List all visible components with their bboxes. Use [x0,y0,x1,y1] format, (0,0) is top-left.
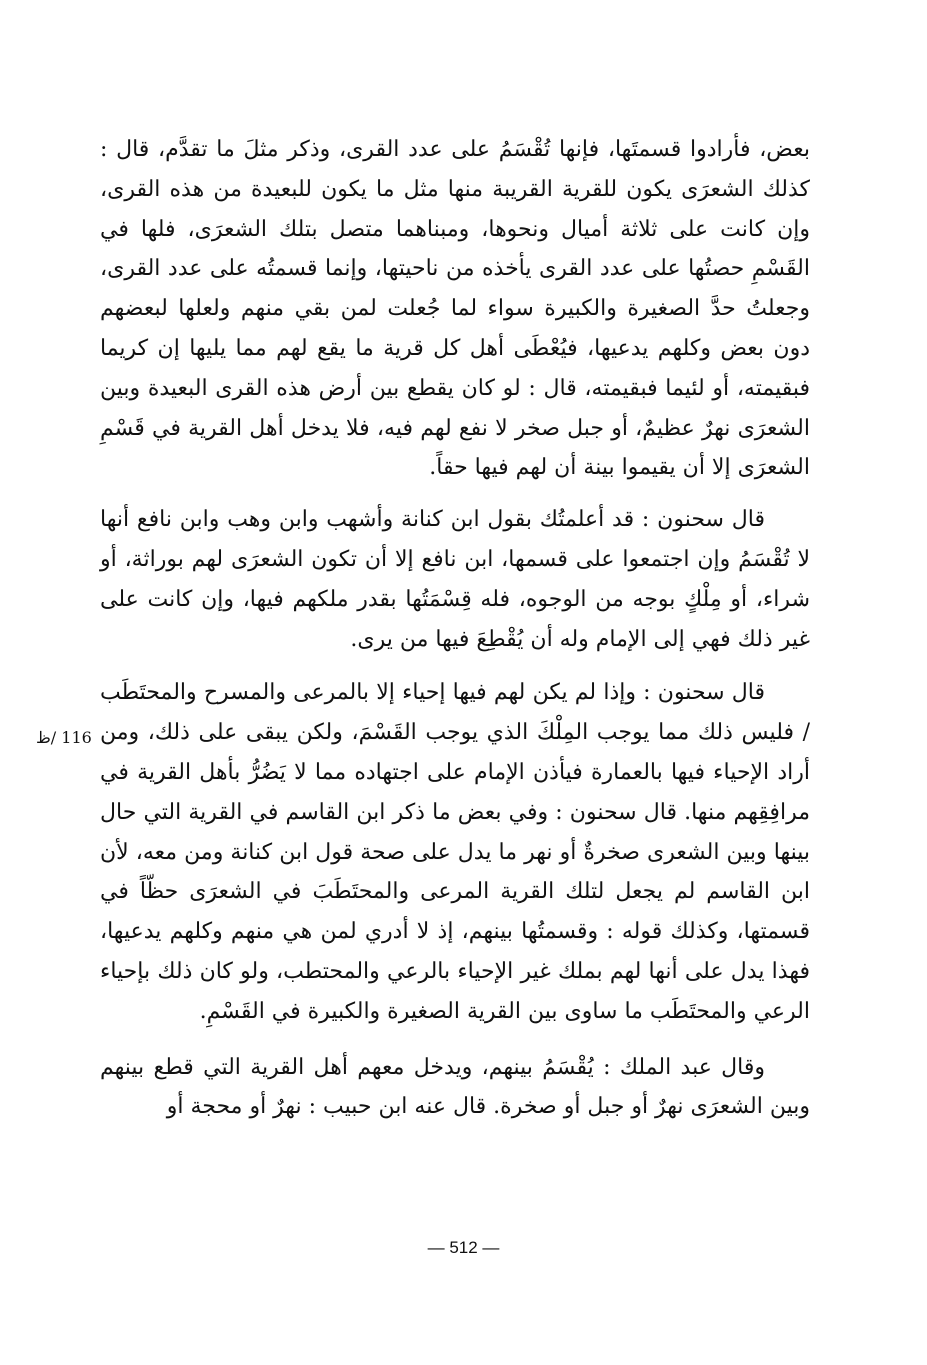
folio-margin-note: 116 /ظ [36,728,92,747]
paragraph-3: قال سحنون : وإذا لم يكن لهم فيها إحياء إلا بالمرعى والمسرح والمحتَطَب / فليس ذلك مما يوجب المِلْكَ الذي يوجب القَسْمَ، ولكن يبقى على ذلك، ومن أراد الإحياء فيها بالعمارة فيأذن الإمام على اجتهاده مما لا يَضُرُّ بأهل القرية في مرافِقِهم منها. قال سحنون : وفي بعض ما ذكر ابن القاسم في القرية التي حال بينها وبين الشعرى صخرةٌ أو نهر ما يدل على صحة قول ابن كنانة ومن معه، لأن ابن القاسم لم يجعل لتلك القرية المرعى والمحتَطَبَ في الشعرَى حظّاً في قسمتها، وكذلك قوله : وقسمتُها بينهم، إذ لا أدري لمن هي منهم وكلهم يدعيها، فهذا يدل على أنها لهم بملك غير الإحياء بالرعي والمحتطب، ولو كان ذلك بإحياء الرعي والمحتَطَب ما ساوى بين القرية الصغيرة والكبيرة في القَسْمِ. [100,680,810,1024]
page-body [100,130,810,1127]
page-number: — 512 — [427,1238,500,1257]
paragraph-4: وقال عبد الملك : يُقْسَمُ بينهم، ويدخل معهم أهل القرية التي قطع بينهم وبين الشعرَى نهرٌ أو جبل أو صخرة. قال عنه ابن حبيب : نهرٌ أو محجة أو [100,1054,810,1120]
paragraph-2: قال سحنون : قد أعلمتُك بقول ابن كنانة وأشهب وابن وهب وابن نافع أنها لا تُقْسَمُ وإن اجتمعوا على قسمها، ابن نافع إلا أن تكون الشعرَى لهم بوراثة، أو شراء، أو مِلْكٍ بوجه من الوجوه، فله قِسْمَتُها بقدر ملكهم فيها، وإن كانت على غير ذلك فهي إلى الإمام وله أن يُقْطِعَ فيها من يرى. [100,507,810,652]
paragraph-1: بعض، فأرادوا قسمتَها، فإنها تُقْسَمُ على عدد القرى، وذكر مثلَ ما تقدَّم، قال : كذلك الشعرَى يكون للقرية القريبة منها مثل ما يكون للبعيدة من هذه القرى، وإن كانت على ثلاثة أميال ونحوها، ومبناهما متصل بتلك الشعرَى، فلها في القَسْمِ حصتُها على عدد القرى يأخذه من ناحيتها، وإنما قسمتُه على عدد القرى، وجعلتُ حدَّ الصغيرة والكبيرة سواء لما جُعلت لمن بقي منهم ولعلها لبعضهم دون بعض وكلهم يدعيها، فيُعْطَى أهل كل قرية ما يقع لهم مما يليها إن كريما فبقيمته، أو لئيما فبقيمته، قال : لو كان يقطع بين أرض هذه القرى البعيدة وبين الشعرَى نهرٌ عظيمٌ، أو جبل صخر لا نفع لهم فيه، فلا يدخل أهل القرية في قَسْمِ الشعرَى إلا أن يقيموا بينة أن لهم فيها حقاً. [100,137,810,481]
